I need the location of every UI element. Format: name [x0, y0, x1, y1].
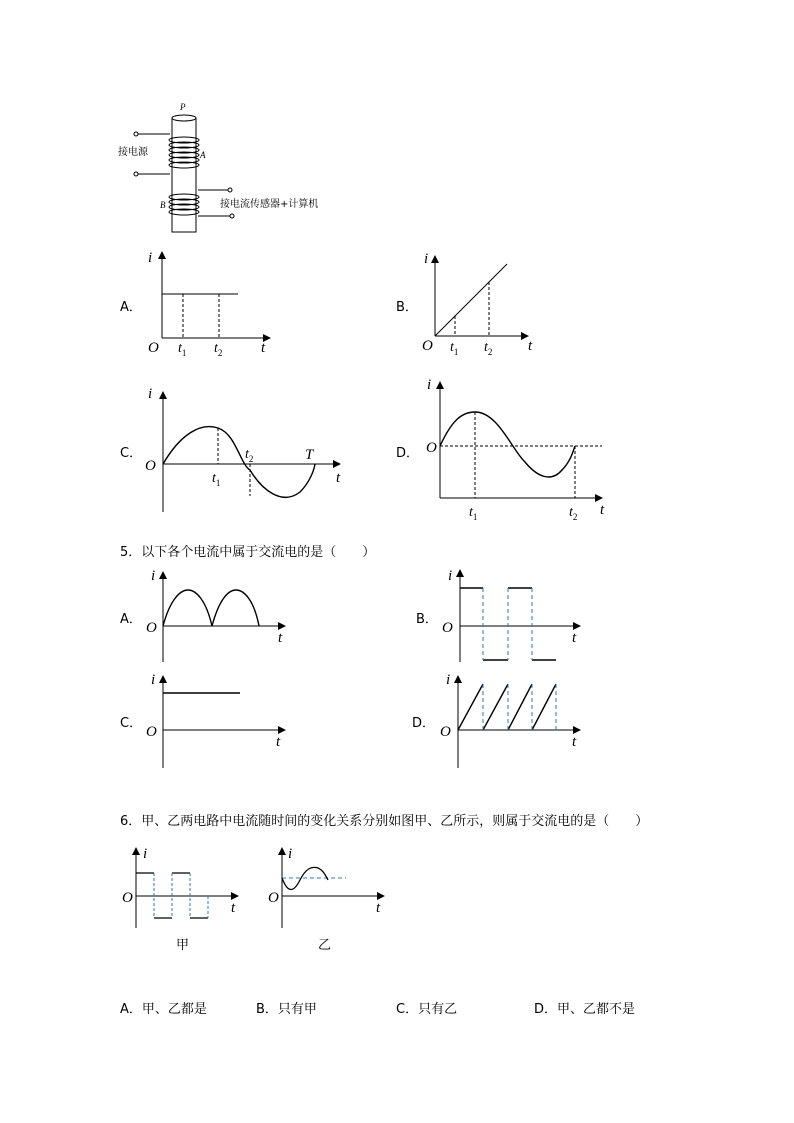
q4-option-a-label: A．: [120, 300, 142, 315]
caption-jia: 甲: [176, 938, 190, 953]
q5-graph-a: [140, 562, 300, 672]
svg-text:t: t: [376, 900, 381, 916]
q6-graph-jia: [118, 840, 248, 932]
svg-text:O: O: [145, 458, 156, 474]
svg-text:i: i: [448, 568, 453, 584]
svg-text:t: t: [600, 502, 605, 518]
label-sensor: 接电流传感器+计算机: [220, 199, 319, 210]
svg-text:t: t: [261, 340, 266, 356]
label-p: P: [180, 102, 186, 112]
svg-text:O: O: [442, 620, 453, 636]
ramp-current-line: [435, 264, 507, 336]
q4-graph-b: [418, 245, 548, 365]
sawtooth-line: [458, 684, 556, 730]
svg-text:t2: $t_2$: [569, 505, 578, 522]
q4-option-d-label: D．: [396, 446, 420, 461]
svg-text:t: t: [278, 630, 283, 646]
q6-answer-c[interactable]: C．只有乙: [396, 1002, 458, 1017]
svg-text:t2: $t_2$: [245, 447, 254, 464]
q6-answer-a[interactable]: A．甲、乙都是: [120, 1002, 207, 1017]
q5-graph-c: [140, 668, 300, 773]
svg-text:O: O: [440, 724, 451, 740]
svg-text:t: t: [572, 734, 577, 750]
svg-text:t: t: [231, 900, 236, 916]
svg-text:i: i: [151, 672, 156, 688]
svg-text:T: T: [305, 447, 314, 463]
svg-text:t: t: [336, 470, 341, 486]
svg-text:O: O: [146, 620, 157, 636]
q5-graph-d: [436, 668, 586, 773]
svg-text:t2: $t_2$: [484, 340, 493, 357]
svg-text:O: O: [422, 338, 433, 354]
svg-text:i: i: [148, 386, 153, 402]
label-a: A: [200, 150, 206, 160]
svg-text:i: i: [446, 672, 451, 688]
svg-text:O: O: [146, 724, 157, 740]
q5-option-c-label: C．: [120, 716, 143, 731]
q4-graph-d: [418, 372, 618, 527]
svg-text:t: t: [572, 630, 577, 646]
q4-option-c-label: C．: [120, 446, 143, 461]
q5-option-a-label: A．: [120, 612, 142, 627]
svg-text:i: i: [143, 846, 148, 862]
q4-graph-a: [140, 245, 290, 365]
sine-current-curve: [163, 427, 315, 498]
svg-text:O: O: [148, 340, 159, 356]
q6-answer-d[interactable]: D．甲、乙都不是: [534, 1002, 636, 1017]
svg-text:t2: $t_2$: [214, 341, 223, 358]
coil-figure: [110, 98, 350, 240]
rectified-sine-curve: [163, 590, 259, 626]
q6-answer-b[interactable]: B．只有甲: [256, 1002, 317, 1017]
q6-stem: 6．甲、乙两电路中电流随时间的变化关系分别如图甲、乙所示，则属于交流电的是（ ）: [120, 814, 649, 829]
q6-graph-yi: [264, 840, 394, 932]
q5-stem: 5．以下各个电流中属于交流电的是（ ）: [120, 545, 376, 560]
q4-graph-c: [140, 382, 350, 522]
svg-text:O: O: [268, 890, 279, 906]
svg-text:t1: $t_1$: [212, 471, 221, 488]
svg-text:t1: $t_1$: [469, 505, 478, 522]
svg-text:O: O: [426, 440, 437, 456]
svg-text:i: i: [288, 846, 293, 862]
caption-yi: 乙: [318, 938, 332, 953]
svg-text:i: i: [424, 251, 429, 267]
svg-text:i: i: [151, 568, 156, 584]
svg-text:t1: $t_1$: [178, 341, 187, 358]
q5-graph-b: [438, 562, 588, 672]
q4-option-b-label: B．: [396, 300, 418, 315]
label-power: 接电源: [118, 147, 148, 158]
svg-text:t: t: [276, 734, 281, 750]
svg-text:i: i: [148, 250, 153, 266]
svg-text:t1: $t_1$: [450, 340, 459, 357]
q5-option-d-label: D．: [412, 716, 436, 731]
label-b: B: [160, 200, 166, 210]
offset-sine-curve: [440, 412, 575, 477]
svg-text:O: O: [122, 890, 133, 906]
svg-text:t: t: [528, 338, 533, 354]
q5-option-b-label: B．: [416, 612, 438, 627]
coil-a: [169, 137, 199, 168]
svg-text:i: i: [427, 377, 432, 393]
